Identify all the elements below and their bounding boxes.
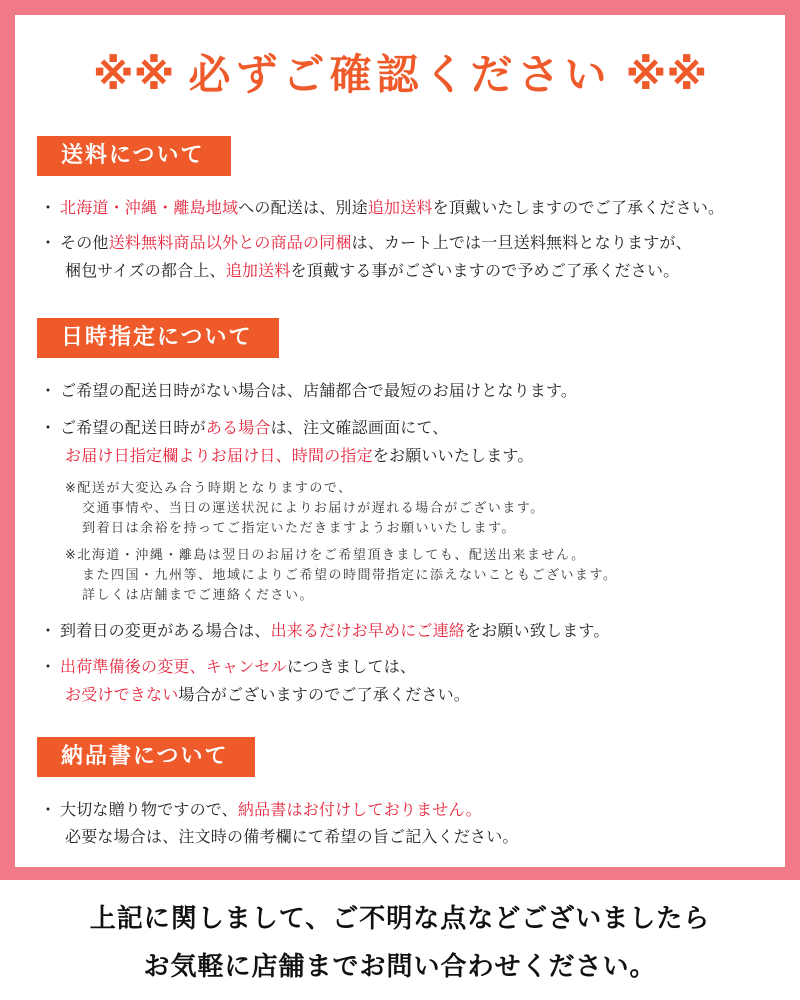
highlight-text: 送料無料商品以外との商品の同梱: [108, 233, 352, 252]
highlight-text: 出荷準備後の変更、キャンセル: [60, 657, 287, 676]
item-text: 到着日の変更がある場合は、: [60, 621, 271, 640]
highlight-text: お届け日指定欄よりお届け日、時間の指定: [65, 446, 373, 465]
footer-line-1: 上記に関しまして、ご不明な点などございましたら: [89, 904, 711, 934]
item-text: 梱包サイズの都合上、: [65, 261, 226, 280]
item-text: をお願い致します。: [465, 621, 610, 640]
header-marks-left: ※※: [92, 50, 175, 99]
highlight-text: 出来るだけお早めにご連絡: [270, 621, 466, 640]
notice-panel: [15, 15, 785, 867]
list-item: [40, 620, 610, 642]
bullet: ・: [40, 800, 57, 819]
item-text: をお願いいたします。: [372, 446, 534, 465]
notice-header: [15, 45, 785, 105]
highlight-text: お受けできない: [65, 685, 179, 704]
list-item: [40, 232, 692, 254]
item-text: その他: [60, 233, 109, 252]
bullet: ・: [40, 381, 57, 400]
highlight-text: 納品書はお付けしておりません。: [237, 800, 482, 819]
item-text: を頂戴いたしますのでご了承ください。: [432, 198, 725, 217]
item-text: 必要な場合は、注文時の備考欄にて希望の旨ご記入ください。: [65, 827, 519, 846]
list-item: [40, 197, 724, 219]
note-line: また四国・九州等、地域によりご希望の時間帯指定に添えないこともございます。: [82, 568, 618, 583]
item-text: 場合がございますのでご了承ください。: [178, 685, 471, 704]
list-item: [40, 656, 416, 678]
list-item: [40, 417, 449, 439]
note-line: ※配送が大変込み合う時期となりますので、: [65, 481, 353, 496]
list-item: [40, 380, 577, 402]
header-title: 必ずご確認ください: [188, 50, 612, 99]
bullet: ・: [40, 657, 57, 676]
note-line: 交通事情や、当日の運送状況によりお届けが遅れる場合がございます。: [82, 501, 545, 516]
list-item: [40, 799, 482, 821]
bullet: ・: [40, 233, 57, 252]
highlight-text: 追加送料: [225, 261, 291, 280]
footer-line-2: お気軽に店舗までお問い合わせください。: [143, 952, 657, 982]
item-text: 大切な贈り物ですので、: [60, 800, 238, 819]
note-line: ※北海道・沖縄・離島は翌日のお届けをご希望頂きましても、配送出来ません。: [65, 548, 586, 563]
section-label-datetime: 日時指定について: [37, 318, 279, 358]
list-item-continuation: [40, 826, 519, 848]
note-line: 詳しくは店舗までご連絡ください。: [82, 588, 315, 603]
highlight-text: 追加送料: [367, 198, 433, 217]
bullet: ・: [40, 418, 57, 437]
list-item-continuation: [40, 445, 534, 467]
bullet: ・: [40, 621, 57, 640]
item-text: ご希望の配送日時が: [60, 418, 206, 437]
highlight-text: ある場合: [205, 418, 271, 437]
item-text: ご希望の配送日時がない場合は、店舗都合で最短のお届けとなります。: [60, 381, 578, 400]
header-marks-right: ※※: [625, 50, 708, 99]
item-text: は、注文確認画面にて、: [270, 418, 449, 437]
list-item-continuation: [40, 684, 470, 706]
list-item-continuation: [40, 260, 679, 282]
section-label-shipping: 送料について: [37, 136, 231, 176]
note-line: 到着日は余裕を持ってご指定いただきますようお願いいたします。: [82, 521, 516, 536]
item-text: を頂戴する事がございますので予めご了承ください。: [290, 261, 680, 280]
bullet: ・: [40, 198, 57, 217]
item-text: は、カート上では一旦送料無料となりますが、: [351, 233, 692, 252]
item-text: につきましては、: [286, 657, 417, 676]
section-label-invoice: 納品書について: [37, 737, 255, 777]
item-text: への配送は、別途: [238, 198, 368, 217]
highlight-text: 北海道・沖縄・離島地域: [60, 198, 239, 217]
